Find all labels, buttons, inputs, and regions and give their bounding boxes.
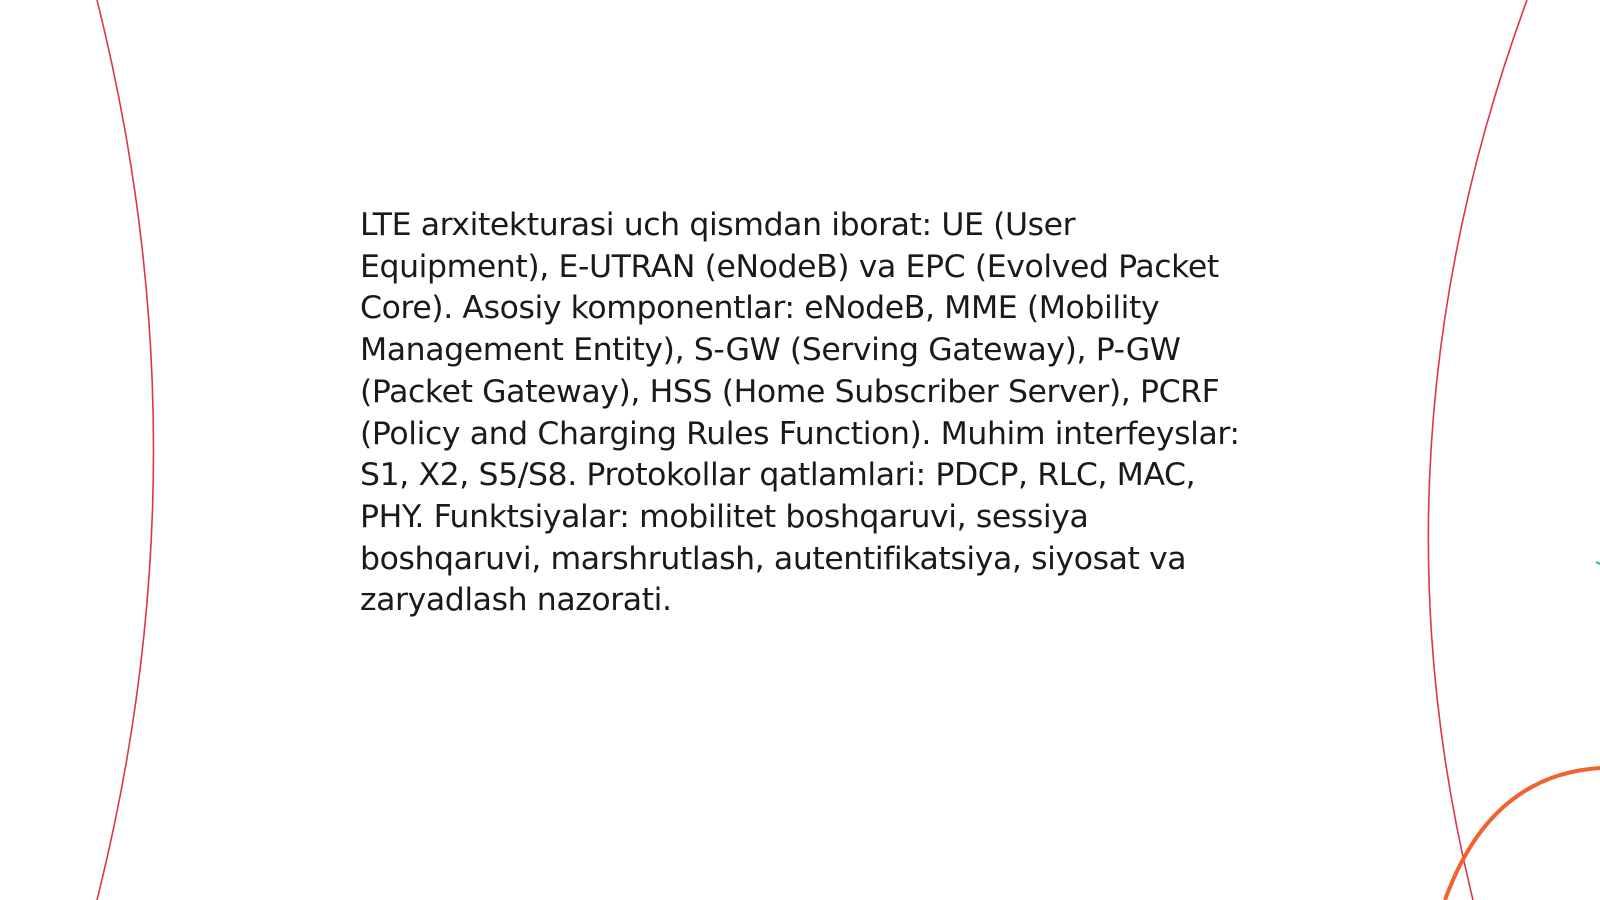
right-curve-line bbox=[1428, 0, 1527, 900]
left-curve-line bbox=[97, 0, 154, 900]
slide-body-text: LTE arxitekturasi uch qismdan iborat: UE (User Equipment), E-UTRAN (eNodeB) va EPC (Evolved Packet Core). Asosiy komponentlar: eNodeB, MME (Mobility Management Entity), S-GW (Serving Gateway), P-GW (Packet Gateway), HSS (Home Subscriber Server), PCRF (Policy and Charging Rules Function). Muhim interfeyslar: S1, X2, S5/S8. Protokollar qatlamlari: PDCP, RLC, MAC, PHY. Funktsiyalar: mobilitet boshqaruvi, sessiya boshqaruvi, marshrutlash, autentifikatsiya, siyosat va zaryadlash nazorati. bbox=[360, 207, 1240, 619]
right-edge-accent-tick bbox=[1596, 562, 1600, 564]
